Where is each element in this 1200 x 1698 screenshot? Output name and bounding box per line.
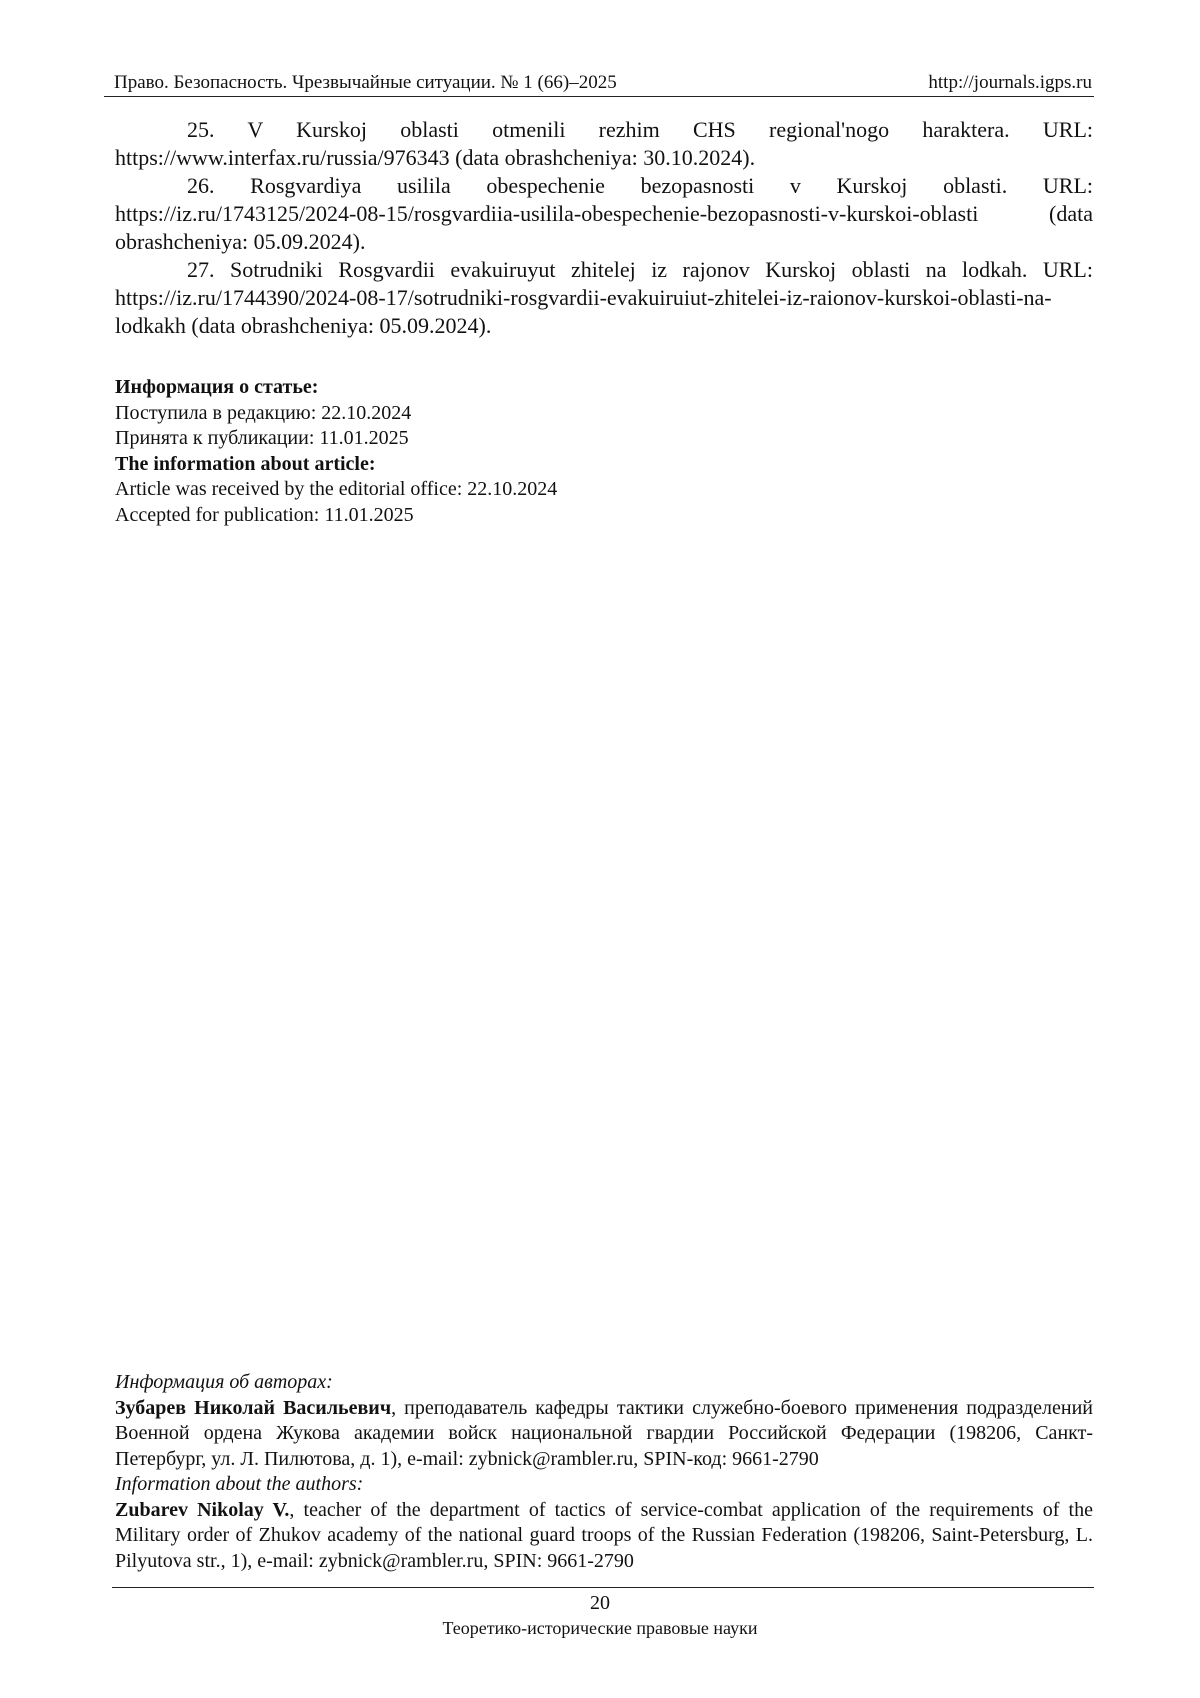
journal-url: http://journals.igps.ru	[928, 72, 1092, 93]
reference-item: 26. Rosgvardiya usilila obespechenie bezopasnosti v Kurskoj oblasti. URL: https://iz.ru/1743125/2024-08-15/rosgvardiia-usilila-obespechenie-bezopasnosti-v-kurskoi-oblasti (data obrashcheniya: 05.09.2024).	[115, 173, 1093, 254]
author-details-ru: , преподаватель кафедры тактики служебно-боевого применения подразделений Военной ордена Жукова академии войск национальной гвардии Российской Федерации (198206, Санкт-Петербург, ул. Л. Пилютова, д. 1), e-mail: zybnick@rambler.ru, SPIN-код: 9661-2790	[115, 1396, 1093, 1470]
section-title: Теоретико-исторические правовые науки	[442, 1618, 758, 1638]
author-bio-ru	[115, 1396, 1093, 1473]
author-bio-en	[115, 1498, 1093, 1575]
author-details-en: , teacher of the department of tactics of service-combat application of the requirements of the Military order of Zhukov academy of the national guard troops of the Russian Federation (198206, Saint-Petersburg, L. Pilyutova str., 1), e-mail: zybnick@rambler.ru, SPIN: 9661-2790	[115, 1498, 1093, 1572]
journal-title: Право. Безопасность. Чрезвычайные ситуации. № 1 (66)–2025	[114, 72, 617, 93]
received-date-ru: Поступила в редакцию: 22.10.2024	[115, 401, 412, 424]
accepted-date-en: Accepted for publication: 11.01.2025	[115, 503, 414, 526]
reference-item: 27. Sotrudniki Rosgvardii evakuiruyut zhitelej iz rajonov Kurskoj oblasti na lodkah. URL: https://iz.ru/1744390/2024-08-17/sotrudniki-rosgvardii-evakuiruiut-zhitelei-iz-raionov-kurskoi-oblasti-na-lodkakh (data obrashcheniya: 05.09.2024).	[115, 257, 1093, 338]
reference-list	[115, 116, 1093, 340]
running-header	[104, 68, 1094, 97]
author-info	[115, 1370, 1093, 1574]
article-info-heading-en: The information about article:	[115, 452, 376, 475]
authors-heading-ru: Информация об авторах:	[115, 1371, 333, 1393]
accepted-date-ru: Принята к публикации: 11.01.2025	[115, 427, 409, 449]
article-info	[115, 375, 1093, 528]
page-number: 20	[590, 1592, 610, 1614]
author-name-en: Zubarev Nikolay V.	[115, 1498, 290, 1521]
article-info-heading-ru: Информация о статье:	[115, 376, 319, 398]
authors-heading-en: Information about the authors:	[115, 1473, 364, 1495]
reference-item: 25. V Kurskoj oblasti otmenili rezhim CHS regional'nogo haraktera. URL: https://www.interfax.ru/russia/976343 (data obrashcheniya: 30.10.2024).	[115, 117, 1093, 170]
footer-divider	[112, 1587, 1094, 1588]
received-date-en: Article was received by the editorial office: 22.10.2024	[115, 478, 558, 500]
author-name-ru: Зубарев Николай Васильевич	[115, 1396, 392, 1419]
